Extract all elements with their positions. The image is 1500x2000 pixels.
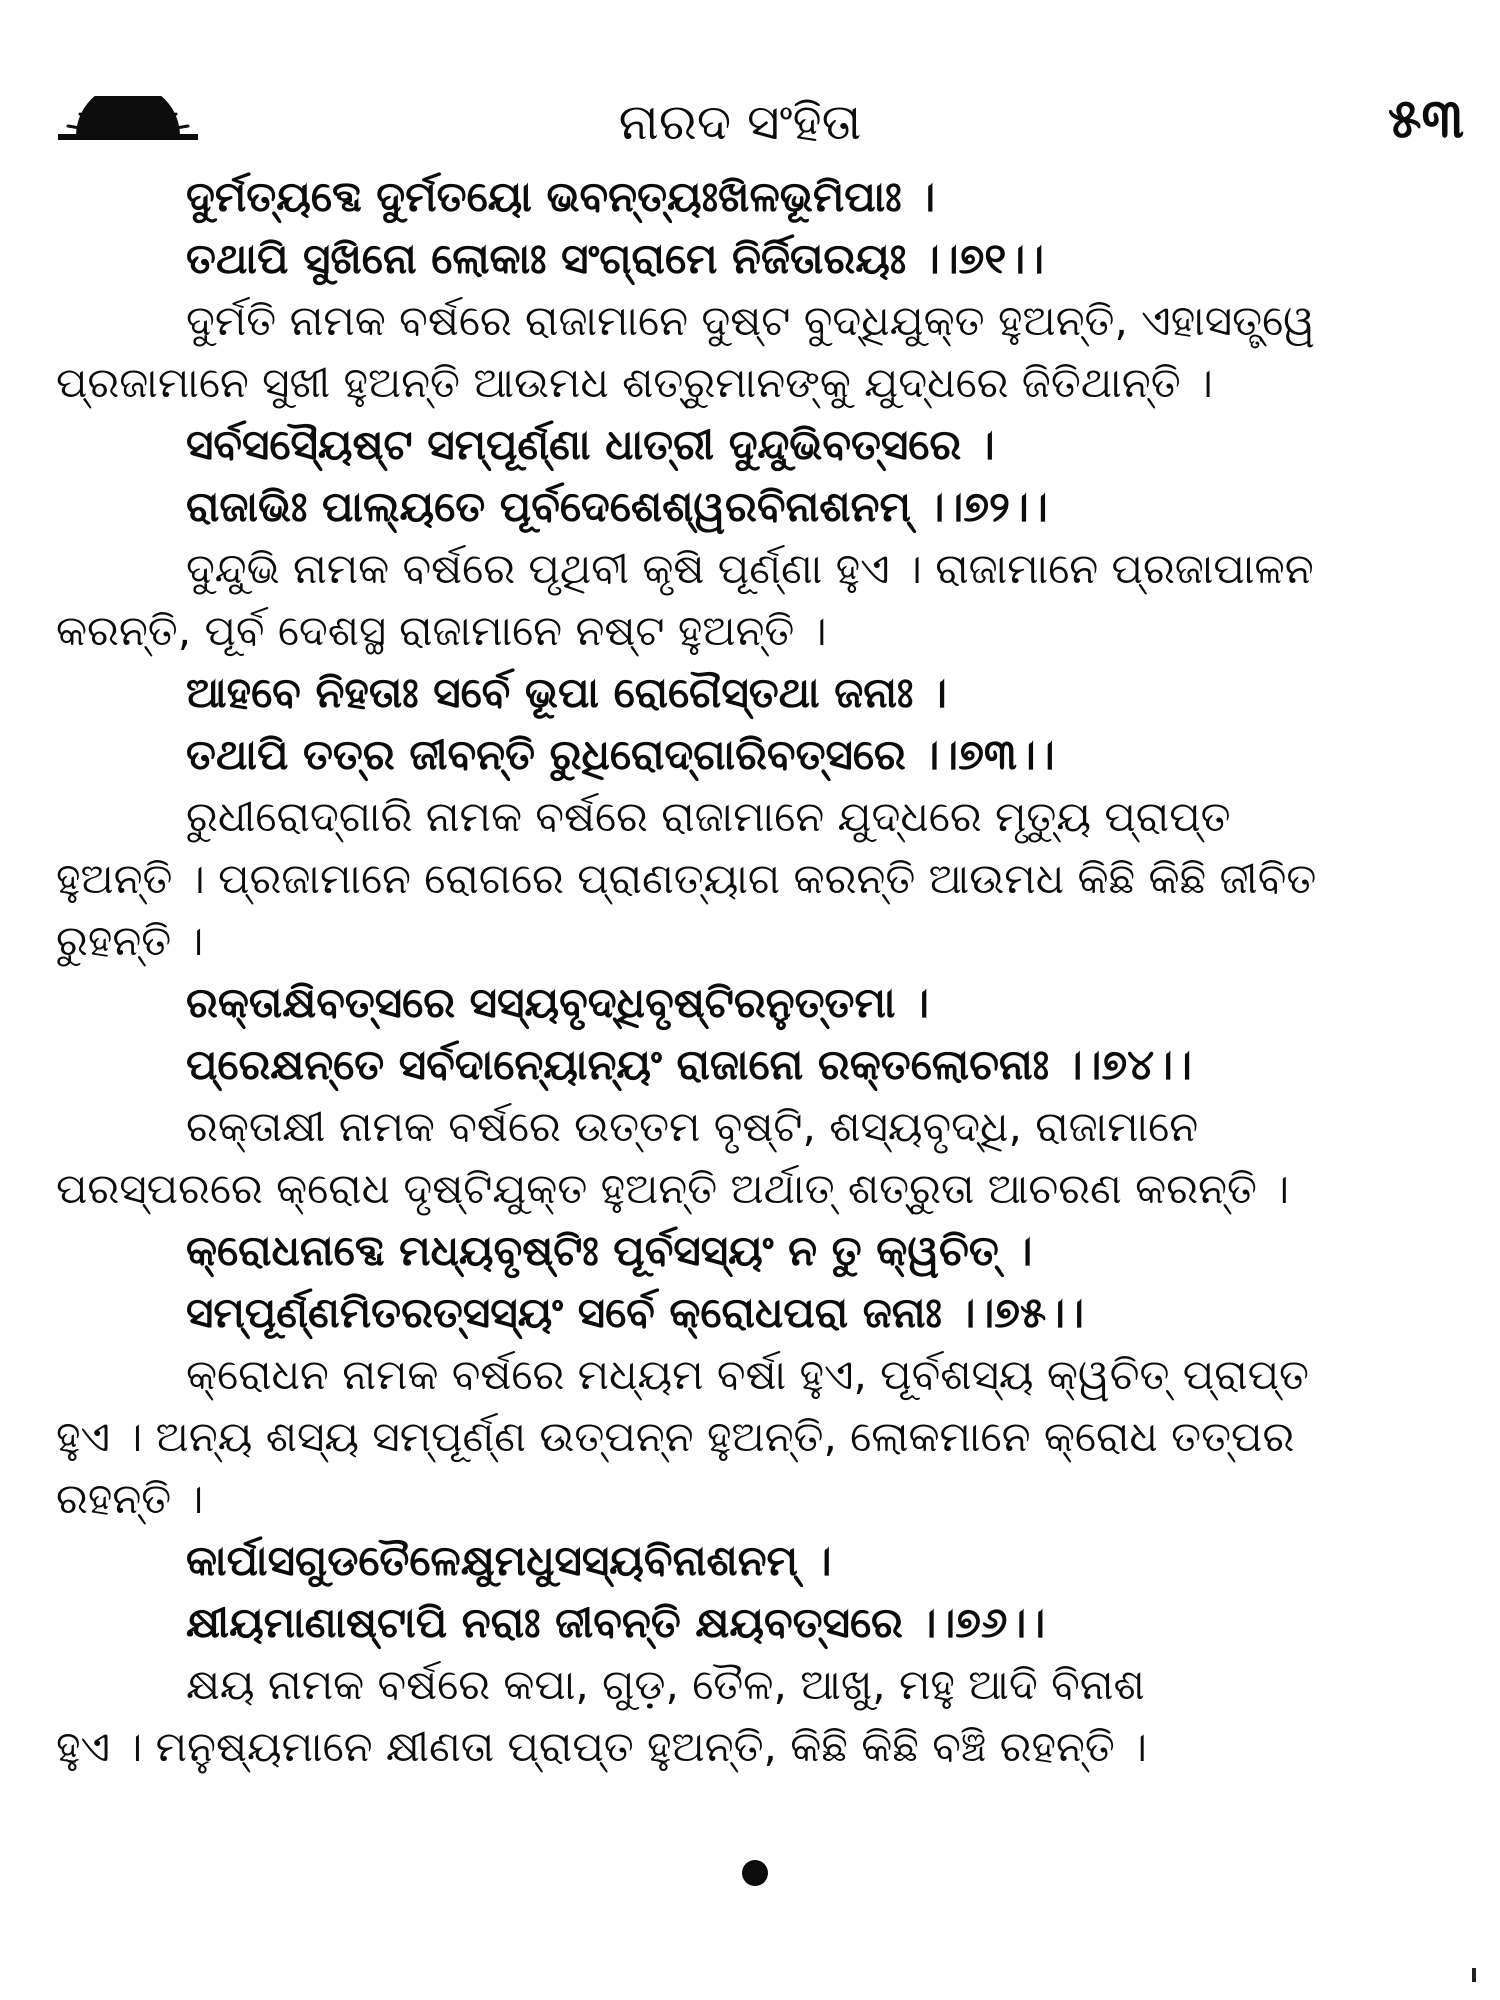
translation-line: ରୁଧୀରୋଦ୍‌ଗାରି ନାମକ ବର୍ଷରେ ରାଜାମାନେ ଯୁଦ୍ଧରେ ମୃତ୍ୟୁ ପ୍ରାପ୍ତ: [186, 792, 1231, 841]
print-speck: [1472, 1968, 1476, 1982]
translation-line: ହୁଅନ୍ତି । ପ୍ରଜାମାନେ ରୋଗରେ ପ୍ରାଣତ୍ୟାଗ କରନ୍ତି ଆଉମଧ କିଛି କିଛି ଜୀବିତ: [56, 854, 1317, 903]
translation-line: ହୁଏ । ଅନ୍ୟ ଶସ୍ୟ ସମ୍ପୂର୍ଣ୍ଣ ଉତ୍ପନ୍ନ ହୁଅନ୍ତି, ଲୋକମାନେ କ୍ରୋଧ ତତ୍ପର: [56, 1412, 1295, 1461]
rising-sun-ornament-icon: [58, 96, 198, 140]
verse-line: ଆହବେ ନିହତାଃ ସର୍ବେ ଭୂପା ରୋଗୈସ୍ତଥା ଜନାଃ ।: [186, 668, 947, 717]
translation-line: କ୍ଷୟ ନାମକ ବର୍ଷରେ କପା, ଗୁଡ଼, ତୈଳ, ଆଖୁ, ମହୁ ଆଦି ବିନାଶ: [186, 1660, 1145, 1709]
page-number: ୫୩: [1387, 87, 1464, 150]
translation-line: ରୁହନ୍ତି ।: [56, 916, 204, 965]
verse-line: କ୍ଷୀୟମାଣାଷ୍ଟାପି ନରାଃ ଜୀବନ୍ତି କ୍ଷୟବତ୍ସରେ ।।୭୬।।: [186, 1598, 1046, 1647]
translation-line: ପରସ୍ପରରେ କ୍ରୋଧ ଦୃଷ୍ଟିଯୁକ୍ତ ହୁଅନ୍ତି ଅର୍ଥାତ୍ ଶତ୍ରୁତା ଆଚରଣ କରନ୍ତି ।: [56, 1164, 1290, 1213]
verse-line: ଦୁର୍ମତ୍ୟବ୍ଦେ ଦୁର୍ମତୟୋ ଭବନ୍ତ୍ୟଃଖିଳଭୂମିପାଃ ।: [186, 172, 936, 221]
verse-line: ତଥାପି ତତ୍ର ଜୀବନ୍ତି ରୁଧିରୋଦ୍‌ଗାରିବତ୍ସରେ ।।୭୩।।: [186, 730, 1055, 779]
translation-line: କରନ୍ତି, ପୂର୍ବ ଦେଶସ୍ଥ ରାଜାମାନେ ନଷ୍ଟ ହୁଅନ୍ତି ।: [56, 606, 827, 655]
translation-line: ଦୁର୍ମତି ନାମକ ବର୍ଷରେ ରାଜାମାନେ ଦୁଷ୍ଟ ବୁଦ୍ଧିଯୁକ୍ତ ହୁଅନ୍ତି, ଏହାସତ୍ତ୍ୱେ: [186, 296, 1315, 345]
translation-line: କ୍ରୋଧନ ନାମକ ବର୍ଷରେ ମଧ୍ୟମ ବର୍ଷା ହୁଏ, ପୂର୍ବଶସ୍ୟ କ୍ୱଚିତ୍ ପ୍ରାପ୍ତ: [186, 1350, 1309, 1399]
verse-line: ସମ୍ପୂର୍ଣ୍ଣମିତରତ୍ସସ୍ୟଂ ସର୍ବେ କ୍ରୋଧପରା ଜନାଃ ।।୭୫।।: [186, 1288, 1084, 1337]
bullet-dot-icon: [742, 1860, 768, 1886]
verse-line: ରାଜାଭିଃ ପାଲ୍ୟତେ ପୂର୍ବଦେଶେଶ୍ୱରବିନାଶନମ୍ ।।୭୨।।: [186, 482, 1048, 531]
body-text: [56, 166, 1466, 1778]
verse-line: ତଥାପି ସୁଖିନୋ ଲୋକାଃ ସଂଗ୍ରାମେ ନିର୍ଜିତାରୟଃ ।।୭୧।।: [186, 234, 1045, 283]
translation-line: ରହନ୍ତି ।: [56, 1474, 204, 1523]
verse-line: କ୍ରୋଧନାବ୍ଦେ ମଧ୍ୟବୃଷ୍ଟିଃ ପୂର୍ବସସ୍ୟଂ ନ ତୁ କ୍ୱଚିତ୍ ।: [186, 1226, 1033, 1275]
translation-line: ଦୁନ୍ଦୁଭି ନାମକ ବର୍ଷରେ ପୃଥିବୀ କୃଷି ପୂର୍ଣ୍ଣା ହୁଏ । ରାଜାମାନେ ପ୍ରଜାପାଳନ: [186, 544, 1314, 593]
verse-line: ସର୍ବସସ୍ୟୈଷ୍ଟ ସମ୍ପୂର୍ଣ୍ଣା ଧାତ୍ରୀ ଦୁନ୍ଦୁଭିବତ୍ସରେ ।: [186, 420, 995, 469]
translation-line: ହୁଏ । ମନୁଷ୍ୟମାନେ କ୍ଷୀଣତା ପ୍ରାପ୍ତ ହୁଅନ୍ତି, କିଛି କିଛି ବଞ୍ଚି ରହନ୍ତି ।: [56, 1722, 1148, 1771]
verse-line: କାର୍ପାସଗୁଡତୈଳେକ୍ଷୁମଧୁସସ୍ୟବିନାଶନମ୍ ।: [186, 1536, 832, 1585]
verse-line: ପ୍ରେକ୍ଷନ୍ତେ ସର୍ବଦାନ୍ୟୋନ୍ୟଂ ରାଜାନୋ ରକ୍ତଲୋଚନାଃ ।।୭୪।।: [186, 1040, 1192, 1089]
page-header: [0, 0, 1500, 160]
running-title: ନାରଦ ସଂହିତା: [618, 93, 862, 151]
verse-line: ରକ୍ତାକ୍ଷିବତ୍ସରେ ସସ୍ୟବୃଦ୍ଧିବୃଷ୍ଟିରନୁତ୍ତମା ।: [186, 978, 929, 1027]
translation-line: ପ୍ରଜାମାନେ ସୁଖୀ ହୁଅନ୍ତି ଆଉମଧ ଶତ୍ରୁମାନଙ୍କୁ ଯୁଦ୍ଧରେ ଜିତିଥାନ୍ତି ।: [56, 358, 1213, 407]
translation-line: ରକ୍ତାକ୍ଷୀ ନାମକ ବର୍ଷରେ ଉତ୍ତମ ବୃଷ୍ଟି, ଶସ୍ୟବୃଦ୍ଧି, ରାଜାମାନେ: [186, 1102, 1199, 1151]
